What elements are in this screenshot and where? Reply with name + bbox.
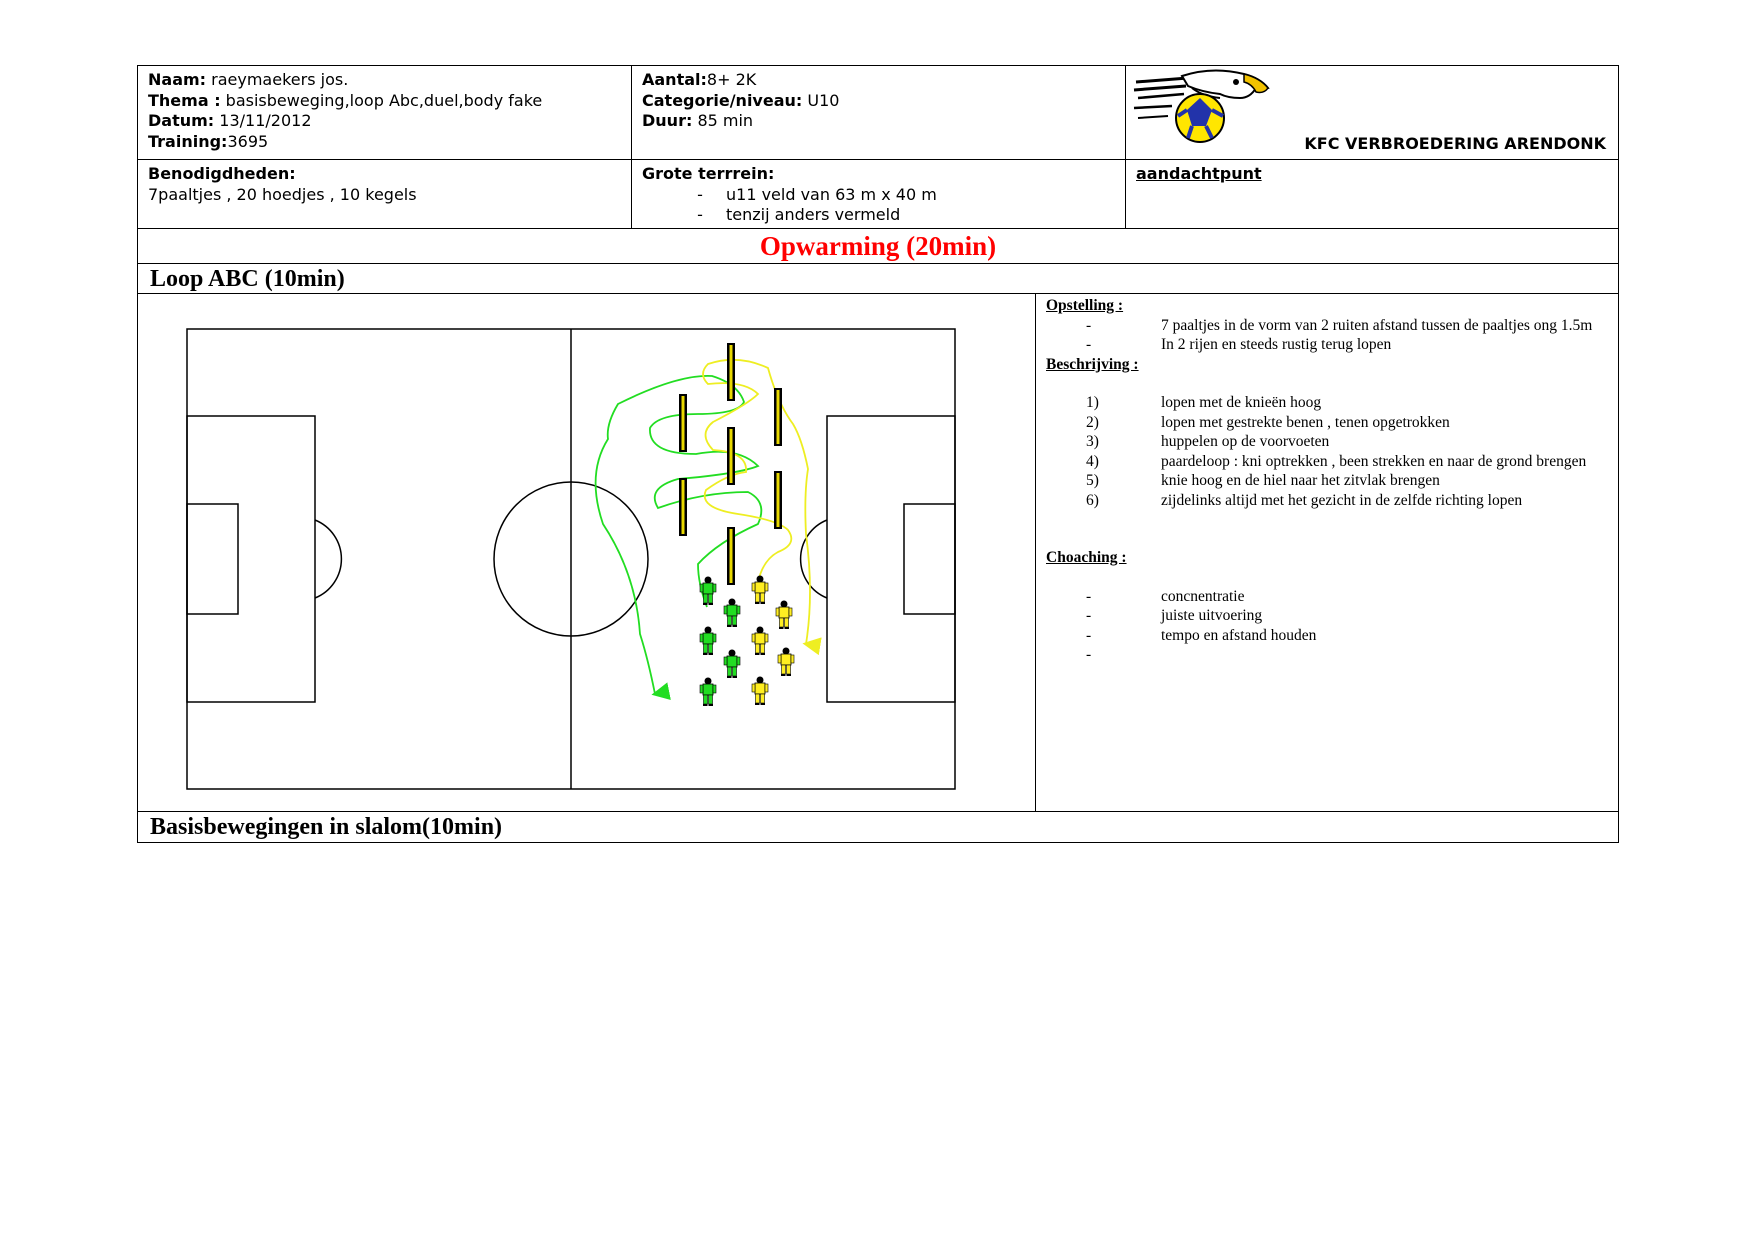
loop-abc-row [138, 264, 1618, 294]
header-row [138, 66, 1618, 160]
datum-value: 13/11/2012 [214, 111, 312, 130]
list-item: - u11 veld van 63 m x 40 m [697, 184, 937, 204]
categorie-value: U10 [802, 90, 840, 110]
beschrijving-list [1046, 393, 1608, 510]
coaching-heading: Choaching : [1046, 549, 1127, 566]
list-item: 3) huppelen op de voorvoeten [1086, 433, 1330, 450]
aandachtpunt-heading: aandachtpunt [1136, 164, 1262, 183]
list-item: 1) lopen met de knieën hoog [1086, 394, 1322, 411]
benodigdheden-cell [138, 160, 632, 228]
opstelling-list [1046, 316, 1608, 355]
description-cell [1036, 294, 1618, 811]
list-item: - [1086, 646, 1092, 663]
list-item: - In 2 rijen en steeds rustig terug lopen [1086, 336, 1392, 353]
categorie-label: Categorie/niveau: [642, 90, 803, 110]
green-players [700, 577, 740, 707]
training-pitch-diagram [138, 294, 1034, 810]
beschrijving-heading: Beschrijving : [1046, 355, 1139, 373]
terrein-cell [632, 160, 1126, 228]
benodigdheden-value: 7paaltjes , 20 hoedjes , 10 kegels [148, 184, 417, 204]
thema-value: basisbeweging,loop Abc,duel,body fake [220, 90, 543, 110]
diagram-cell [138, 294, 1036, 811]
poles [679, 343, 782, 585]
list-item: - juiste uitvoering [1086, 607, 1263, 624]
naam-value: raeymaekers jos. [206, 70, 349, 89]
training-value: 3695 [227, 131, 269, 151]
list-item: 5) knie hoog en de hiel naar het zitvlak brengen [1086, 472, 1440, 489]
list-item: - tenzij anders vermeld [697, 205, 901, 224]
coaching-list [1046, 587, 1608, 665]
opstelling-heading: Opstelling : [1046, 297, 1124, 314]
list-item: - 7 paaltjes in de vorm van 2 ruiten afstand tussen de paaltjes ong 1.5m [1086, 316, 1593, 334]
opwarming-title: Opwarming (20min) [759, 231, 997, 261]
aandachtpunt-cell [1126, 160, 1618, 228]
thema-label: Thema : [148, 90, 221, 110]
basis-title: Basisbewegingen in slalom(10min) [150, 814, 503, 840]
list-item: - concnentratie [1086, 587, 1245, 605]
terrein-label: Grote terrrein: [642, 164, 775, 183]
trainer-info [138, 66, 632, 159]
naam-label: Naam: [148, 70, 207, 89]
duur-label: Duur: [642, 111, 693, 130]
eagle-ball-logo [1132, 68, 1272, 148]
yellow-players [752, 576, 794, 706]
loop-abc-title: Loop ABC (10min) [150, 266, 345, 292]
list-item: 6) zijdelinks altijd met het gezicht in de zelfde richting lopen [1086, 491, 1523, 509]
club-name: KFC VERBROEDERING ARENDONK [1304, 134, 1606, 153]
training-sheet [137, 65, 1619, 843]
datum-label: Datum: [148, 111, 215, 130]
basis-row [138, 812, 1618, 842]
club-cell [1126, 66, 1618, 159]
group-info [632, 66, 1126, 159]
training-label: Training: [148, 131, 228, 151]
benodigdheden-label: Benodigdheden: [148, 164, 296, 183]
materials-row [138, 160, 1618, 229]
green-run-path [596, 376, 762, 694]
aantal-label: Aantal: [642, 70, 707, 89]
exercise-row [138, 294, 1618, 812]
terrein-list [642, 185, 1115, 226]
list-item: 2) lopen met gestrekte benen , tenen opgetrokken [1086, 413, 1450, 431]
list-item: - tempo en afstand houden [1086, 626, 1317, 644]
opwarming-row [138, 229, 1618, 264]
pitch-lines [187, 329, 955, 789]
duur-value: 85 min [692, 111, 754, 130]
list-item: 4) paardeloop : kni optrekken , been strekken en naar de grond brengen [1086, 452, 1587, 470]
aantal-value: 8+ 2K [706, 70, 757, 89]
